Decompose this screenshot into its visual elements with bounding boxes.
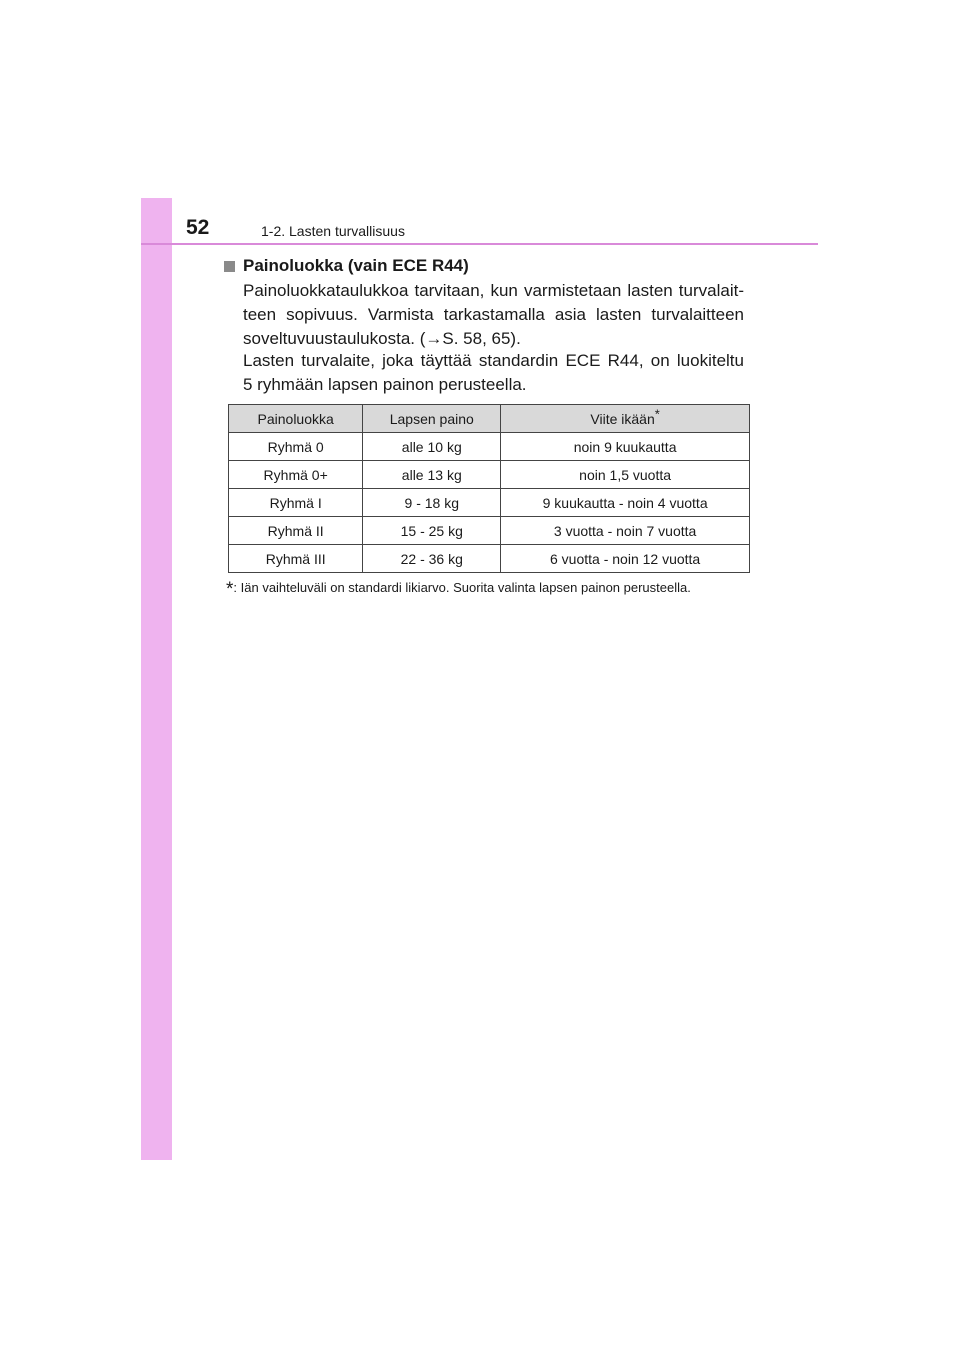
footnote-text: : Iän vaihteluväli on standardi likiarvo. Suorita valinta lapsen painon perusteella. [233, 580, 691, 595]
paragraph-1 [243, 279, 744, 351]
footnote-marker: * [226, 579, 234, 600]
table-cell: 6 vuotta - noin 12 vuotta [501, 545, 750, 573]
footnote-marker: * [654, 405, 660, 421]
table-cell: alle 13 kg [363, 461, 501, 489]
header-rule [141, 243, 818, 245]
section-heading [224, 256, 469, 276]
table-cell: 15 - 25 kg [363, 517, 501, 545]
table-cell: Ryhmä I [229, 489, 363, 517]
column-header: Painoluokka [229, 405, 363, 433]
table-cell: alle 10 kg [363, 433, 501, 461]
column-header [501, 405, 750, 433]
table-row [229, 489, 750, 517]
table-row [229, 545, 750, 573]
table-row [229, 433, 750, 461]
column-header: Lapsen paino [363, 405, 501, 433]
section-title: 1-2. Lasten turvallisuus [261, 223, 405, 239]
weight-class-table [228, 404, 750, 573]
paragraph-line: 5 ryhmään lapsen painon perusteella. [243, 375, 527, 394]
paragraph-line: teen sopivuus. Varmista tarkastamalla asia lasten turvalaitteen [243, 305, 744, 324]
paragraph-line: Painoluokkataulukkoa tarvitaan, kun varmistetaan lasten turvalait- [243, 281, 744, 300]
table-cell: Ryhmä III [229, 545, 363, 573]
heading-text: Painoluokka (vain ECE R44) [243, 256, 469, 275]
table-cell: 3 vuotta - noin 7 vuotta [501, 517, 750, 545]
column-header-text: Viite ikään [590, 410, 655, 427]
square-bullet-icon [224, 261, 235, 272]
table-cell: Ryhmä 0 [229, 433, 363, 461]
paragraph-line: Lasten turvalaite, joka täyttää standardin ECE R44, on luokiteltu [243, 351, 744, 370]
table-cell: 22 - 36 kg [363, 545, 501, 573]
side-strip [141, 198, 172, 1160]
table-header-row [229, 405, 750, 433]
page-number: 52 [186, 216, 210, 239]
table-row [229, 517, 750, 545]
table-cell: noin 1,5 vuotta [501, 461, 750, 489]
paragraph-line: soveltuvuustaulukosta. (→S. 58, 65). [243, 329, 521, 348]
table-cell: 9 - 18 kg [363, 489, 501, 517]
table-cell: noin 9 kuukautta [501, 433, 750, 461]
footnote [226, 576, 691, 598]
paragraph-2 [243, 349, 744, 397]
table-row [229, 461, 750, 489]
table-cell: Ryhmä 0+ [229, 461, 363, 489]
table-cell: Ryhmä II [229, 517, 363, 545]
table-cell: 9 kuukautta - noin 4 vuotta [501, 489, 750, 517]
